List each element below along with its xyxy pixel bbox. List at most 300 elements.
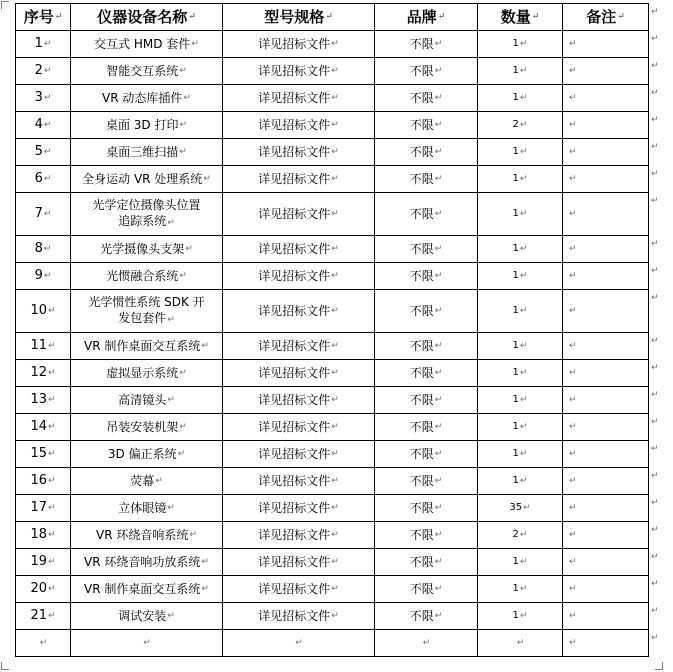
cell-no — [16, 441, 71, 468]
paragraph-mark: ↵ — [48, 368, 56, 378]
row-end-mark: ↵ — [651, 141, 659, 152]
quantity: 2 — [512, 119, 519, 130]
cell-brand — [375, 139, 478, 166]
row-number: 3 — [34, 90, 43, 105]
cell-qty — [478, 290, 563, 333]
model-spec: 详见招标文件 — [258, 609, 331, 623]
brand: 不限 — [409, 172, 434, 186]
cell-no — [16, 468, 71, 495]
paragraph-mark: ↵ — [434, 174, 443, 184]
cell-qty — [478, 387, 563, 414]
equipment-name-line: 吊装安装机架 — [106, 420, 179, 434]
row-end-mark: ↵ — [651, 33, 659, 44]
model-spec: 详见招标文件 — [258, 474, 331, 488]
paragraph-mark: ↵ — [434, 209, 443, 219]
paragraph-mark: ↵ — [434, 476, 443, 486]
paragraph-mark: ↵ — [331, 306, 339, 316]
paragraph-mark: ↵ — [569, 422, 577, 432]
cell-no — [16, 603, 71, 630]
equipment-name-line: 交互式 HMD 套件 — [94, 37, 191, 51]
paragraph-mark: ↵ — [434, 39, 443, 49]
model-spec: 详见招标文件 — [258, 528, 331, 542]
cell-model — [223, 290, 375, 333]
paragraph-mark: ↵ — [201, 557, 209, 567]
paragraph-mark: ↵ — [331, 395, 339, 405]
paragraph-mark: ↵ — [519, 368, 528, 378]
cell-qty — [478, 441, 563, 468]
paragraph-mark: ↵ — [43, 66, 52, 76]
paragraph-mark: ↵ — [331, 147, 339, 157]
paragraph-mark: ↵ — [519, 611, 528, 621]
table-row — [16, 236, 649, 263]
paragraph-mark: ↵ — [331, 368, 339, 378]
cell-model — [223, 441, 375, 468]
table-row — [16, 166, 649, 193]
equipment-name-line: VR 制作桌面交互系统 — [84, 339, 201, 353]
cell-model — [223, 333, 375, 360]
cell-brand — [375, 263, 478, 290]
paragraph-mark: ↵ — [569, 395, 577, 405]
equipment-name-line: 调试安装 — [118, 609, 167, 623]
brand: 不限 — [409, 207, 434, 221]
paragraph-mark: ↵ — [331, 584, 339, 594]
cell-no — [16, 495, 71, 522]
table-row — [16, 387, 649, 414]
cell-note — [563, 263, 649, 290]
cell-note — [563, 31, 649, 58]
paragraph-mark: ↵ — [434, 584, 443, 594]
row-number: 21 — [30, 608, 47, 623]
paragraph-mark: ↵ — [519, 306, 528, 316]
paragraph-mark: ↵ — [569, 93, 577, 103]
paragraph-mark: ↵ — [519, 557, 528, 567]
cell-no — [16, 630, 71, 657]
page-corner-bottom-left — [1, 662, 9, 670]
cell-no — [16, 387, 71, 414]
cell-note — [563, 166, 649, 193]
paragraph-mark: ↵ — [185, 244, 193, 254]
cell-name — [71, 166, 223, 193]
quantity: 1 — [512, 394, 519, 405]
cell-model — [223, 549, 375, 576]
cell-qty — [478, 549, 563, 576]
cell-name — [71, 576, 223, 603]
model-spec: 详见招标文件 — [258, 91, 331, 105]
row-number: 13 — [30, 392, 47, 407]
row-number: 8 — [34, 241, 43, 256]
paragraph-mark: ↵ — [519, 476, 528, 486]
brand: 不限 — [409, 447, 434, 461]
quantity: 1 — [512, 38, 519, 49]
model-spec: 详见招标文件 — [258, 64, 331, 78]
equipment-name-line: 光惯融合系统 — [106, 269, 179, 283]
paragraph-mark: ↵ — [43, 209, 52, 219]
header-cell-note: 备注 ↵ — [563, 4, 649, 31]
cell-brand — [375, 112, 478, 139]
quantity: 35 — [509, 502, 523, 513]
paragraph-mark: ↵ — [569, 503, 577, 513]
header-cell-name: 仪器设备名称 ↵ — [71, 4, 223, 31]
table-row — [16, 139, 649, 166]
table-row — [16, 263, 649, 290]
cell-qty — [478, 112, 563, 139]
row-end-mark: ↵ — [651, 632, 659, 643]
table-row — [16, 414, 649, 441]
equipment-name-line: 荧幕 — [130, 474, 155, 488]
paragraph-mark: ↵ — [43, 120, 52, 130]
paragraph-mark: ↵ — [519, 584, 528, 594]
header-cell-model: 型号规格 ↵ — [223, 4, 375, 31]
paragraph-mark: ↵ — [295, 638, 303, 648]
paragraph-mark: ↵ — [569, 147, 577, 157]
quantity: 1 — [512, 173, 519, 184]
quantity: 1 — [512, 421, 519, 432]
paragraph-mark: ↵ — [179, 147, 187, 157]
table-row — [16, 468, 649, 495]
paragraph-mark: ↵ — [569, 66, 577, 76]
row-number: 16 — [30, 473, 47, 488]
cell-model — [223, 263, 375, 290]
paragraph-mark: ↵ — [569, 611, 577, 621]
paragraph-mark: ↵ — [434, 147, 443, 157]
model-spec: 详见招标文件 — [258, 366, 331, 380]
cell-brand — [375, 31, 478, 58]
cell-note — [563, 360, 649, 387]
cell-qty — [478, 495, 563, 522]
row-end-mark: ↵ — [651, 6, 659, 17]
paragraph-mark: ↵ — [179, 271, 187, 281]
cell-model — [223, 112, 375, 139]
cell-qty — [478, 630, 563, 657]
brand: 不限 — [409, 501, 434, 515]
cell-no — [16, 236, 71, 263]
paragraph-mark: ↵ — [519, 395, 528, 405]
model-spec: 详见招标文件 — [258, 393, 331, 407]
cell-model — [223, 360, 375, 387]
paragraph-mark: ↵ — [331, 93, 339, 103]
cell-brand — [375, 630, 478, 657]
cell-brand — [375, 360, 478, 387]
paragraph-mark: ↵ — [43, 174, 52, 184]
row-end-mark: ↵ — [651, 389, 659, 400]
paragraph-mark: ↵ — [179, 368, 187, 378]
cell-model — [223, 166, 375, 193]
paragraph-mark: ↵ — [434, 368, 443, 378]
cell-note — [563, 387, 649, 414]
paragraph-mark: ↵ — [48, 557, 56, 567]
equipment-name-line: 高清镜头 — [118, 393, 167, 407]
paragraph-mark: ↵ — [519, 39, 528, 49]
cell-brand — [375, 236, 478, 263]
paragraph-mark: ↵ — [331, 449, 339, 459]
cell-brand — [375, 58, 478, 85]
cell-name — [71, 333, 223, 360]
paragraph-mark: ↵ — [48, 476, 56, 486]
paragraph-mark: ↵ — [569, 368, 577, 378]
paragraph-mark: ↵ — [434, 244, 443, 254]
row-number: 5 — [34, 144, 43, 159]
row-number: 19 — [30, 554, 47, 569]
row-end-mark: ↵ — [651, 168, 659, 179]
cell-brand — [375, 495, 478, 522]
cell-brand — [375, 468, 478, 495]
paragraph-mark: ↵ — [569, 271, 577, 281]
table-row — [16, 549, 649, 576]
cell-name — [71, 522, 223, 549]
row-end-mark: ↵ — [651, 443, 659, 454]
paragraph-mark: ↵ — [167, 503, 175, 513]
cell-brand — [375, 166, 478, 193]
cell-qty — [478, 603, 563, 630]
cell-no — [16, 522, 71, 549]
cell-note — [563, 603, 649, 630]
table-header-row — [16, 4, 649, 31]
paragraph-mark: ↵ — [43, 39, 52, 49]
model-spec: 详见招标文件 — [258, 304, 331, 318]
cell-qty — [478, 139, 563, 166]
quantity: 1 — [512, 475, 519, 486]
brand: 不限 — [409, 118, 434, 132]
cell-note — [563, 414, 649, 441]
paragraph-mark: ↵ — [434, 611, 443, 621]
row-number: 12 — [30, 365, 47, 380]
cell-brand — [375, 333, 478, 360]
brand: 不限 — [409, 145, 434, 159]
row-end-mark: ↵ — [651, 335, 659, 346]
cell-no — [16, 58, 71, 85]
equipment-name-line: 全身运动 VR 处理系统 — [82, 172, 203, 186]
cell-brand — [375, 549, 478, 576]
cell-no — [16, 193, 71, 236]
paragraph-mark: ↵ — [569, 120, 577, 130]
brand: 不限 — [409, 474, 434, 488]
paragraph-mark: ↵ — [569, 449, 577, 459]
equipment-name-line: 虚拟显示系统 — [106, 366, 179, 380]
paragraph-mark: ↵ — [183, 93, 191, 103]
quantity: 1 — [512, 448, 519, 459]
paragraph-mark: ↵ — [201, 584, 209, 594]
paragraph-mark: ↵ — [422, 638, 431, 648]
cell-qty — [478, 166, 563, 193]
equipment-name-line: 光学摄像头支架 — [100, 242, 185, 256]
cell-note — [563, 139, 649, 166]
table-row — [16, 58, 649, 85]
paragraph-mark: ↵ — [569, 174, 577, 184]
row-number: 9 — [34, 268, 43, 283]
quantity: 1 — [512, 208, 519, 219]
equipment-name-line: VR 环绕音响功放系统 — [84, 555, 201, 569]
equipment-name-line: 立体眼镜 — [118, 501, 167, 515]
paragraph-mark: ↵ — [569, 476, 577, 486]
quantity: 1 — [512, 367, 519, 378]
paragraph-mark: ↵ — [434, 120, 443, 130]
paragraph-mark: ↵ — [48, 503, 56, 513]
cell-note — [563, 236, 649, 263]
paragraph-mark: ↵ — [331, 476, 339, 486]
table-row — [16, 290, 649, 333]
cell-brand — [375, 522, 478, 549]
brand: 不限 — [409, 91, 434, 105]
cell-brand — [375, 441, 478, 468]
paragraph-mark: ↵ — [189, 530, 197, 540]
paragraph-mark: ↵ — [569, 584, 577, 594]
cell-name — [71, 468, 223, 495]
equipment-table — [15, 3, 649, 657]
cell-name — [71, 414, 223, 441]
cell-model — [223, 495, 375, 522]
table-row — [16, 441, 649, 468]
cell-note — [563, 441, 649, 468]
cell-note — [563, 85, 649, 112]
cell-brand — [375, 85, 478, 112]
paragraph-mark: ↵ — [43, 147, 52, 157]
paragraph-mark: ↵ — [331, 611, 339, 621]
row-end-mark: ↵ — [651, 87, 659, 98]
brand: 不限 — [409, 582, 434, 596]
cell-model — [223, 85, 375, 112]
row-number: 15 — [30, 446, 47, 461]
model-spec: 详见招标文件 — [258, 118, 331, 132]
quantity: 1 — [512, 92, 519, 103]
paragraph-mark: ↵ — [331, 557, 339, 567]
table-row — [16, 576, 649, 603]
cell-no — [16, 263, 71, 290]
paragraph-mark: ↵ — [331, 120, 339, 130]
equipment-name-line: 光学惯性系统 SDK 开 — [88, 295, 205, 309]
table-row — [16, 495, 649, 522]
paragraph-mark: ↵ — [167, 218, 175, 228]
brand: 不限 — [409, 555, 434, 569]
cell-brand — [375, 414, 478, 441]
cell-name — [71, 441, 223, 468]
paragraph-mark: ↵ — [434, 395, 443, 405]
table-row — [16, 85, 649, 112]
model-spec: 详见招标文件 — [258, 37, 331, 51]
row-end-mark: ↵ — [651, 524, 659, 535]
cell-note — [563, 495, 649, 522]
paragraph-mark: ↵ — [179, 66, 187, 76]
paragraph-mark: ↵ — [519, 174, 528, 184]
row-number: 20 — [30, 581, 47, 596]
cell-note — [563, 630, 649, 657]
paragraph-mark: ↵ — [331, 271, 339, 281]
row-end-mark: ↵ — [651, 60, 659, 71]
page-corner-bottom-right — [655, 662, 663, 670]
row-end-mark: ↵ — [651, 195, 659, 206]
paragraph-mark: ↵ — [434, 449, 443, 459]
brand: 不限 — [409, 609, 434, 623]
equipment-name-line: 3D 偏正系统 — [107, 447, 177, 461]
brand: 不限 — [409, 242, 434, 256]
row-number: 1 — [34, 36, 43, 51]
quantity: 1 — [512, 146, 519, 157]
paragraph-mark: ↵ — [48, 530, 56, 540]
cell-qty — [478, 58, 563, 85]
paragraph-mark: ↵ — [167, 611, 175, 621]
cell-brand — [375, 387, 478, 414]
cell-note — [563, 468, 649, 495]
table-row — [16, 630, 649, 657]
paragraph-mark: ↵ — [331, 530, 339, 540]
paragraph-mark: ↵ — [434, 66, 443, 76]
cell-no — [16, 166, 71, 193]
model-spec: 详见招标文件 — [258, 145, 331, 159]
row-number: 17 — [30, 500, 47, 515]
cell-name — [71, 139, 223, 166]
cell-brand — [375, 576, 478, 603]
cell-qty — [478, 360, 563, 387]
paragraph-mark: ↵ — [43, 93, 52, 103]
cell-model — [223, 139, 375, 166]
model-spec: 详见招标文件 — [258, 339, 331, 353]
cell-note — [563, 112, 649, 139]
paragraph-mark: ↵ — [569, 638, 577, 648]
equipment-name-line: 桌面 3D 打印 — [105, 118, 179, 132]
header-cell-brand: 品牌 ↵ — [375, 4, 478, 31]
brand: 不限 — [409, 528, 434, 542]
paragraph-mark: ↵ — [167, 395, 175, 405]
paragraph-mark: ↵ — [434, 422, 443, 432]
model-spec: 详见招标文件 — [258, 242, 331, 256]
cell-no — [16, 112, 71, 139]
cell-no — [16, 576, 71, 603]
paragraph-mark: ↵ — [569, 244, 577, 254]
brand: 不限 — [409, 269, 434, 283]
row-end-mark: ↵ — [651, 551, 659, 562]
cell-name — [71, 58, 223, 85]
quantity: 1 — [512, 340, 519, 351]
row-end-mark: ↵ — [651, 497, 659, 508]
row-end-mark: ↵ — [651, 114, 659, 125]
paragraph-mark: ↵ — [331, 39, 339, 49]
cell-name — [71, 85, 223, 112]
paragraph-mark: ↵ — [179, 422, 187, 432]
row-end-mark: ↵ — [651, 416, 659, 427]
quantity: 1 — [512, 270, 519, 281]
cell-no — [16, 333, 71, 360]
table-row — [16, 112, 649, 139]
row-number: 11 — [30, 338, 47, 353]
paragraph-mark: ↵ — [569, 209, 577, 219]
paragraph-mark: ↵ — [434, 530, 443, 540]
cell-model — [223, 630, 375, 657]
brand: 不限 — [409, 37, 434, 51]
paragraph-mark: ↵ — [48, 611, 56, 621]
paragraph-mark: ↵ — [519, 93, 528, 103]
paragraph-mark: ↵ — [434, 557, 443, 567]
model-spec: 详见招标文件 — [258, 207, 331, 221]
paragraph-mark: ↵ — [331, 503, 339, 513]
equipment-name-line: VR 环绕音响系统 — [96, 528, 189, 542]
cell-no — [16, 549, 71, 576]
paragraph-mark: ↵ — [434, 93, 443, 103]
cell-no — [16, 290, 71, 333]
paragraph-mark: ↵ — [519, 449, 528, 459]
model-spec: 详见招标文件 — [258, 172, 331, 186]
paragraph-mark: ↵ — [48, 306, 56, 316]
paragraph-mark: ↵ — [519, 341, 528, 351]
cell-note — [563, 193, 649, 236]
cell-model — [223, 603, 375, 630]
paragraph-mark: ↵ — [48, 395, 56, 405]
model-spec: 详见招标文件 — [258, 420, 331, 434]
paragraph-mark: ↵ — [519, 209, 528, 219]
cell-name — [71, 112, 223, 139]
paragraph-mark: ↵ — [177, 449, 186, 459]
row-end-mark: ↵ — [651, 470, 659, 481]
page-corner-top-left — [1, 1, 9, 9]
paragraph-mark: ↵ — [519, 271, 528, 281]
